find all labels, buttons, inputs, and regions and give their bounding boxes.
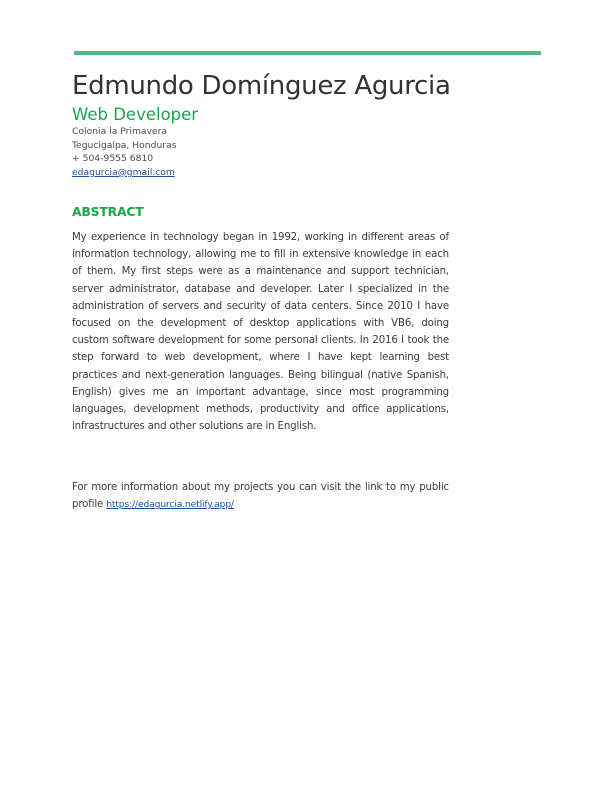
address-line-2: Tegucigalpa, Honduras [72,139,177,151]
projects-text: For more information about my projects you can visit the link to my public profile [72,482,449,511]
job-title: Web Developer [72,105,199,124]
header-divider-bar [74,51,541,55]
contact-block [72,125,176,179]
phone-number: + 504-9555 6810 [72,153,154,165]
abstract-paragraph: My experience in technology began in 1992, working in different areas of information technology, allowing me to fill in extensive knowledge in each of them. My first steps were as a maintenance and support technician, server administrator, database and developer. Later I specialized in the administration of servers and security of data centers. Since 2010 I have focused on the development of desktop applications with VB6, doing custom software development for some personal clients. In 2016 I took the step forward to web development, where I have kept learning best practices and next-generation languages. Being bilingual (native Spanish, English) gives me an important advantage, since most programming languages, development methods, productivity and office applications, infrastructures and other solutions are in English. [72,232,449,433]
email-link[interactable]: edagurcia@gmail.com [72,166,175,178]
abstract-heading: ABSTRACT [72,204,144,219]
person-name: Edmundo Domínguez Agurcia [72,71,451,101]
projects-paragraph [72,479,449,513]
address-line-1: Colonia la Primavera [72,126,168,137]
profile-link[interactable]: https://edagurcia.netlify.app/ [106,499,234,511]
